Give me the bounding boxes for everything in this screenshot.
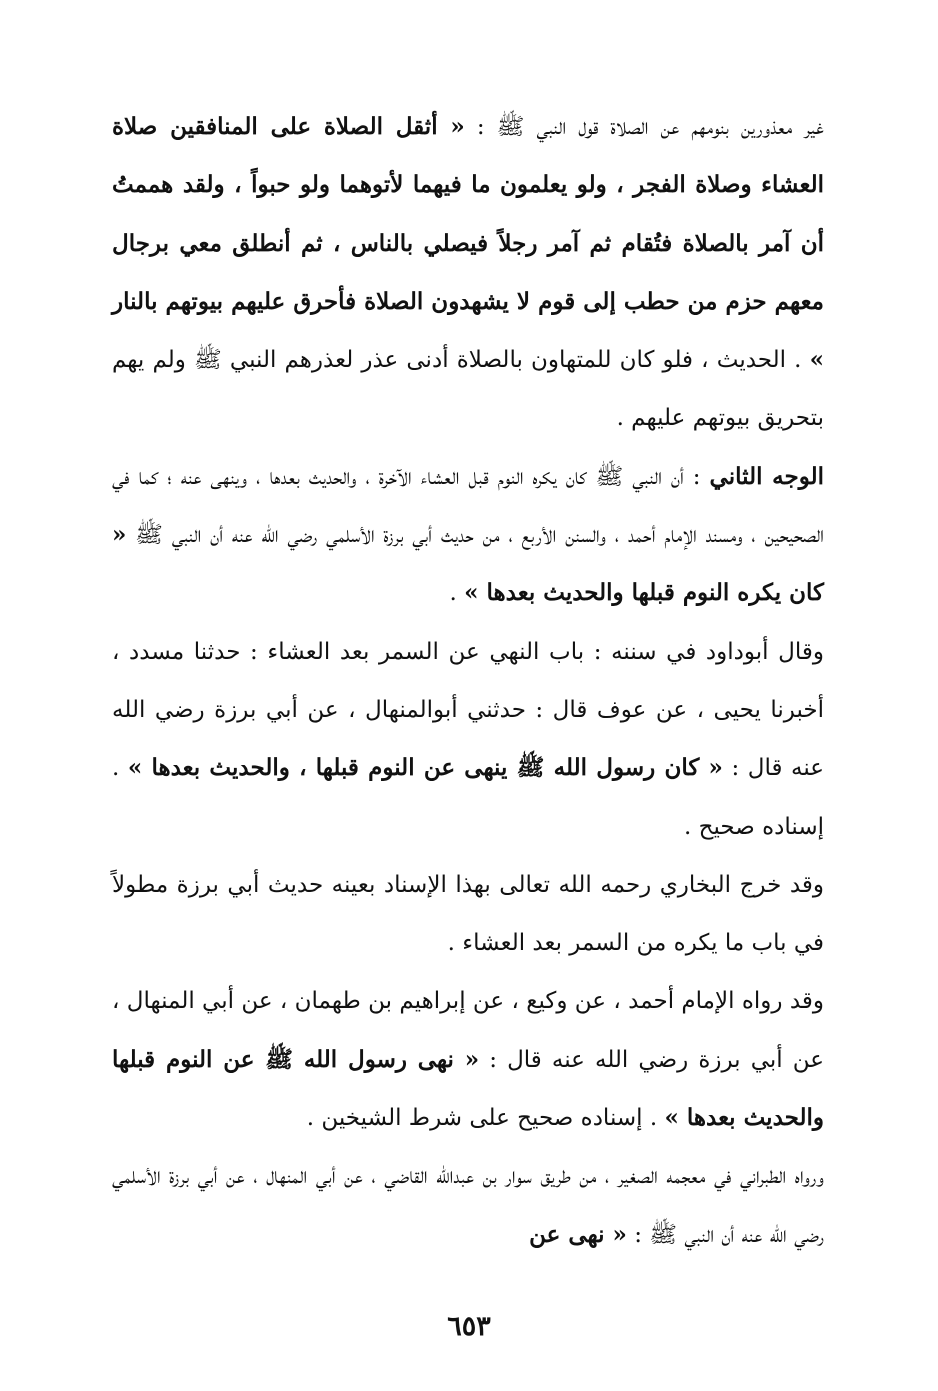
hadith-quote: « نهى عن (529, 1220, 627, 1248)
paragraph-text: . الحديث ، فلو كان للمتهاون بالصلاة أدنى عذر لعذرهم النبي ﷺ ولم يهم بتحريق بيوتهم عليهم . (112, 347, 824, 432)
paragraph-prayer-hadith (112, 98, 824, 448)
hadith-quote: « نهى رسول الله ﷺ عن النوم قبلها والحديث بعدها » (112, 1045, 824, 1132)
paragraph-text: وقال أبوداود في سننه : باب النهي عن السمر بعد العشاء : حدثنا مسدد ، أخبرنا يحيى ، عن عوف قال : حدثني أبوالمنهال ، عن أبي برزة رضي الله عنه قال : (112, 638, 825, 782)
section-heading: الوجه الثاني (709, 462, 824, 490)
page-number: ٦٥٣ (447, 1311, 491, 1342)
paragraph-text: غير معذورين بنومهم عن الصلاة قول النبي ﷺ : (464, 114, 824, 140)
paragraph-text: . إسناده صحيح على شرط الشيخين . (306, 1105, 665, 1132)
hadith-quote: « كان يكره النوم قبلها والحديث بعدها » (112, 521, 824, 607)
paragraph-ahmad (112, 972, 824, 1147)
paragraph-text: وقد رواه الإمام أحمد ، عن وكيع ، عن إبراهيم بن طهمان ، عن أبي المنهال ، عن أبي برزة رضي الله عنه قال : (112, 988, 824, 1073)
hadith-quote: « كان رسول الله ﷺ ينهى عن النوم قبلها ، والحديث بعدها » (127, 754, 723, 782)
paragraph-second-aspect (112, 448, 824, 623)
paragraph-text: : أن النبي ﷺ كان يكره النوم قبل العشاء الآخرة ، والحديث بعدها ، وينهى عنه ؛ كما في الصحيحين ، ومسند الإمام أحمد ، والسنن الأربع ، من حديث أبي برزة الأسلمي رضي الله عنه أن النبي ﷺ (112, 463, 824, 549)
paragraph-bukhari (112, 856, 824, 973)
paragraph-tabarani (112, 1147, 824, 1264)
paragraph-abu-dawud (112, 623, 824, 856)
paragraph-text: وقد خرج البخاري رحمه الله تعالى بهذا الإسناد بعينه حديث أبي برزة مطولاً في باب ما يكره من السمر بعد العشاء . (112, 871, 824, 957)
hadith-quote: « أثقل الصلاة على المنافقين صلاة العشاء وصلاة الفجر ، ولو يعلمون ما فيهما لأتوهما ولو حبواً ، ولقد هممتُ أن آمر بالصلاة فتُقام ثم آمر رجلاً فيصلي بالناس ، ثم أنطلق معي برجال معهم حزم من حطب إلى قوم لا يشهدون الصلاة فأحرق عليهم بيوتهم بالنار » (112, 113, 824, 374)
page-body (112, 98, 824, 1264)
paragraph-text: . إسناده صحيح . (112, 755, 824, 840)
paragraph-text: ورواه الطبراني في معجمه الصغير ، من طريق سوار بن عبدالله القاضي ، عن أبي المنهال ، عن أبي برزة الأسلمي رضي الله عنه أن النبي ﷺ : (112, 1163, 824, 1248)
paragraph-text: . (449, 580, 465, 607)
